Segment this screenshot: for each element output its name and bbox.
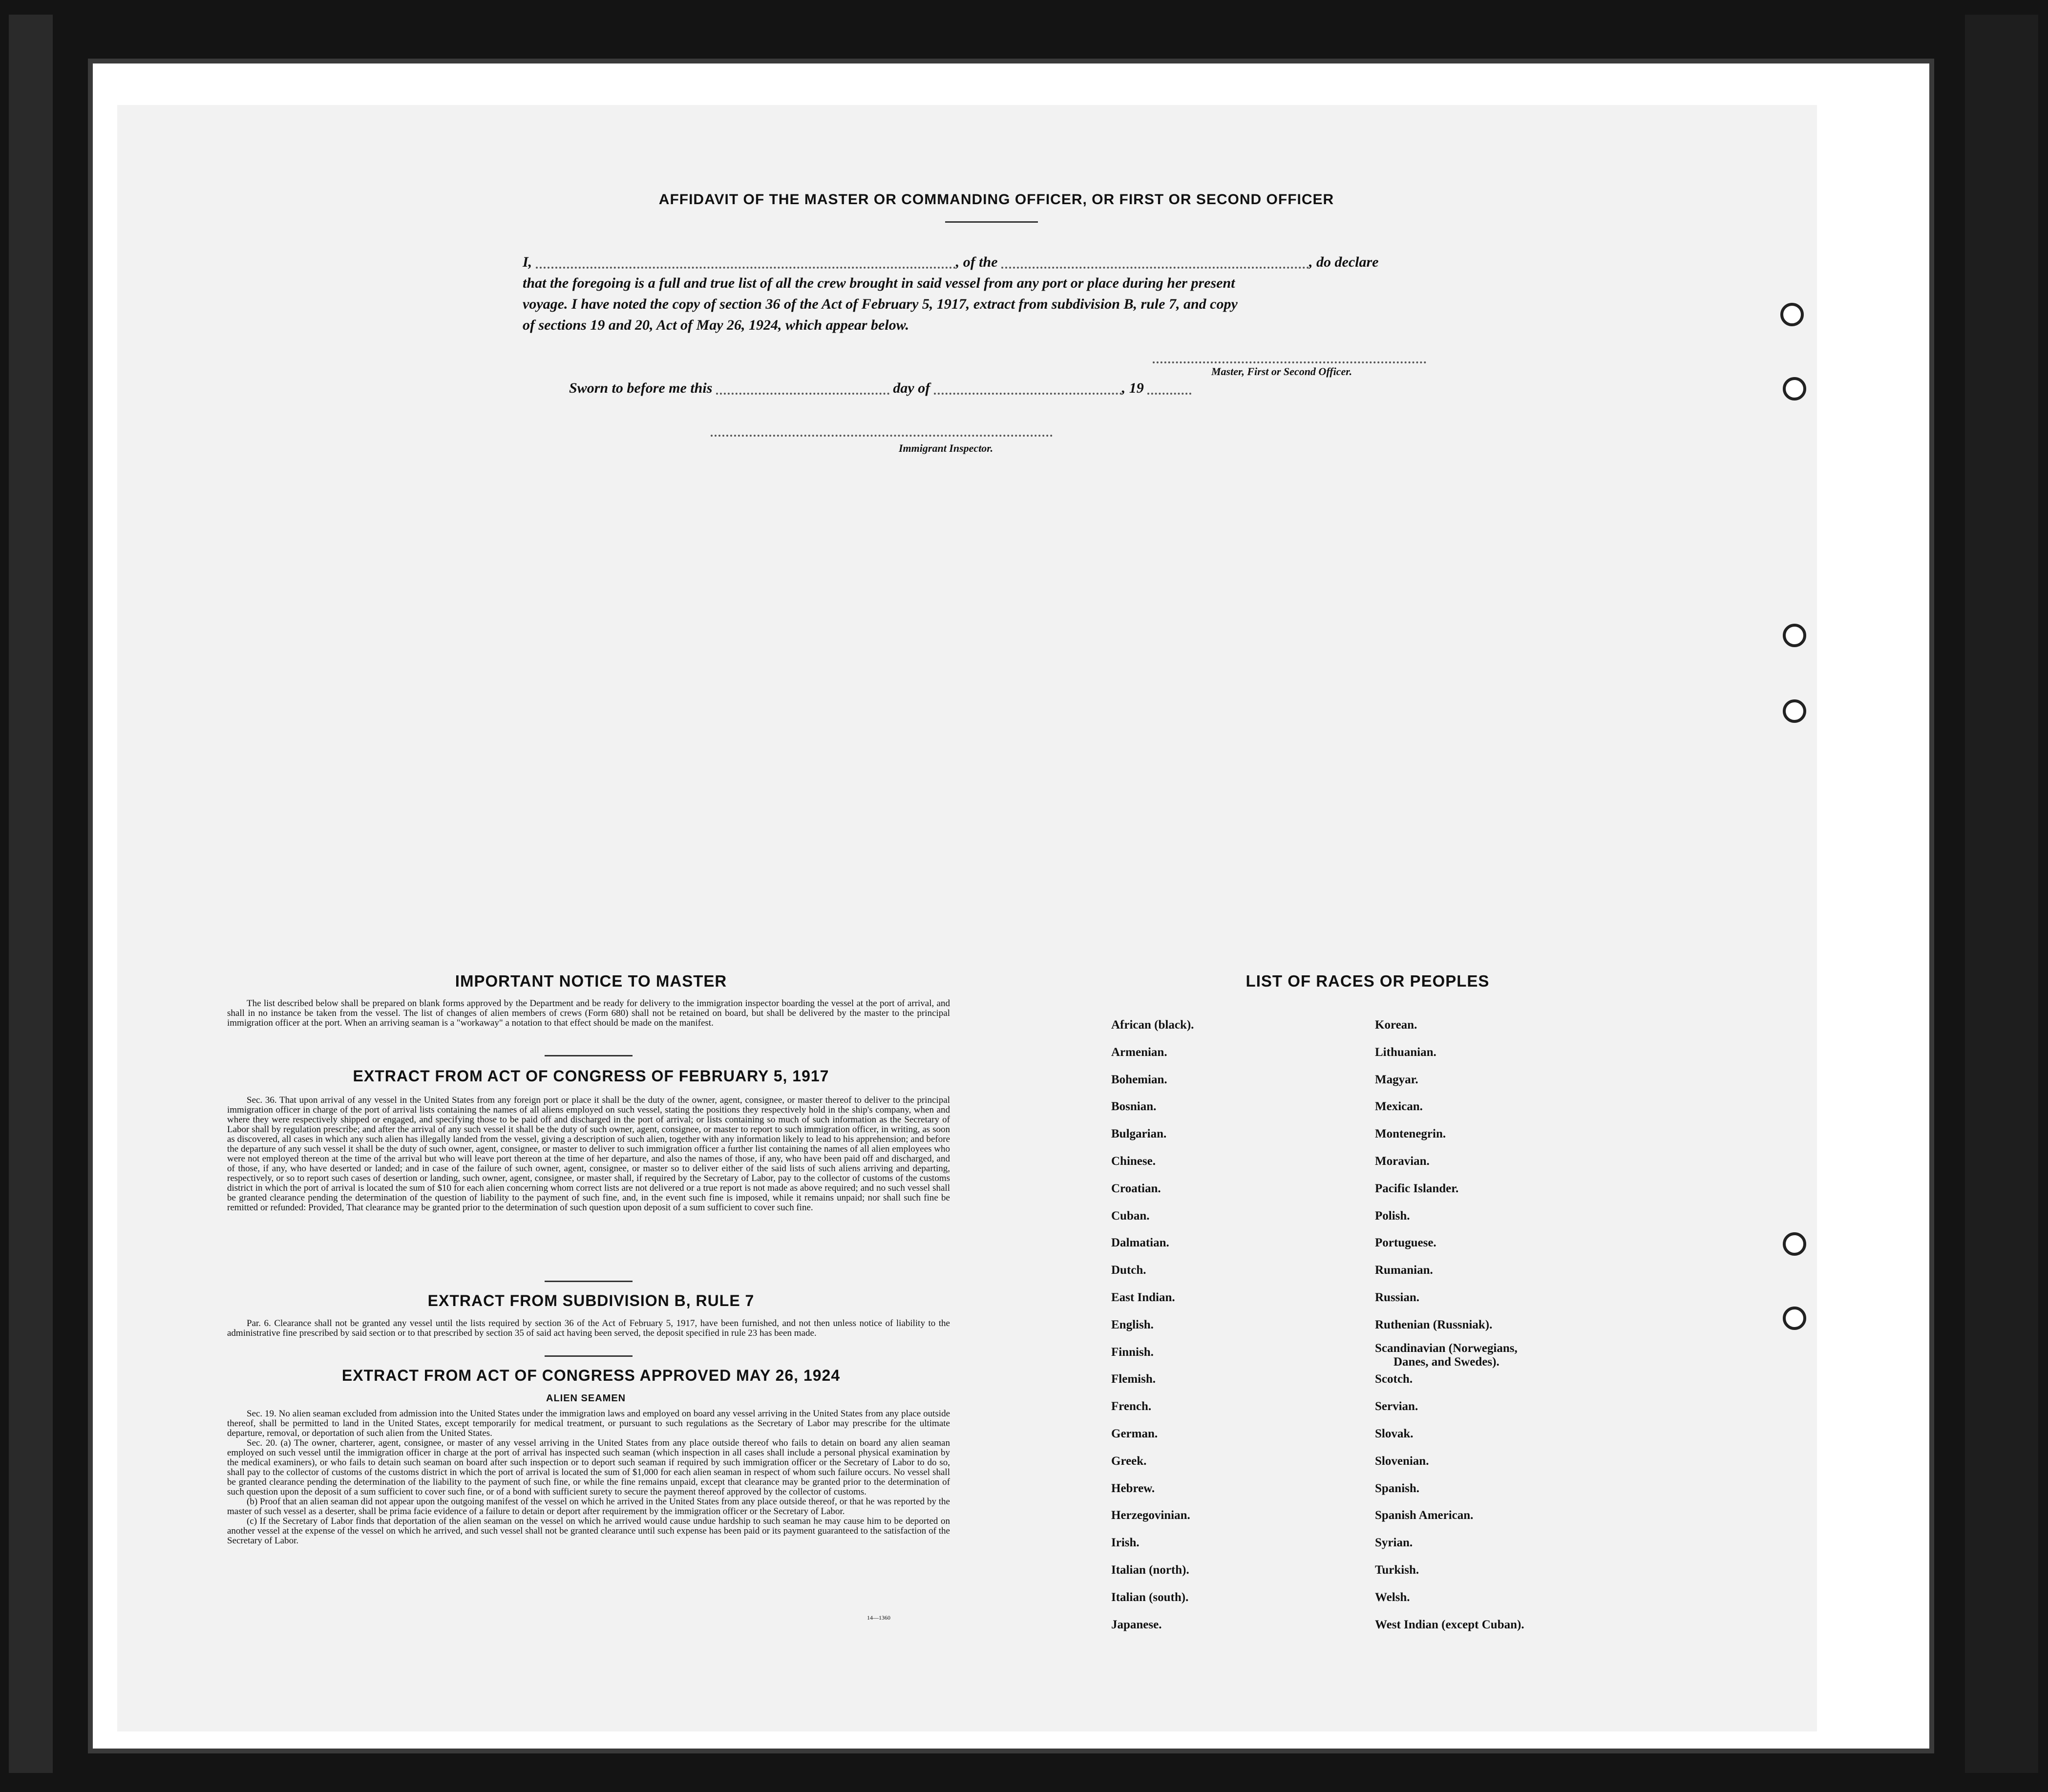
master-signature-label: Master, First or Second Officer. bbox=[1211, 365, 1352, 378]
section-36-text: Sec. 36. That upon arrival of any vessel in the United States from any foreign port or place it shall be the duty of the owner, agent, consignee, or master thereof to deliver to the principal immigration officer in charge of the port of arrival lists containing the names of all aliens employed on such vessel, stating the positions they respectively hold in the ship's company, when and where they were respectively shipped or engaged, and specifying those to be paid off and discharged in the port of arrival; or lists containing so much of such information as the Secretary of Labor shall by regulation prescribe; and after the arrival of any such vessel it shall be the duty of such owner, agent, consignee, or master to report to such immigration officer, in writing, as soon as discovered, all cases in which any such alien has illegally landed from the vessel, giving a description of such alien, together with any information likely to lead to his apprehension; and before the departure of any such vessel it shall be the duty of such owner, agent, consignee, or master to deliver to such immigration officer a further list containing the names of all alien employees who were not employed thereon at the time of the arrival but who will leave port thereon at the time of her departure, and also the names of those, if any, who have been paid off and discharged, and of those, if any, who have deserted or landed; and in case of the failure of such owner, agent, consignee, or master so to deliver either of the said lists of such aliens arriving and departing, respectively, or so to report such cases of desertion or landing, such owner, agent, consignee, or master shall, if required by the Secretary of Labor, pay to the collector of customs of the customs district in which the port of arrival is located the sum of $10 for each alien concerning whom correct lists are not delivered or a true report is not made as above required; and no such vessel shall be granted clearance pending the determination of the question of liability to the payment of such fine, and, in the event such fine is imposed, while it remains unpaid; nor shall such fine be remitted or refunded: Provided, That clearance may be granted prior to the determination of such question upon deposit of a sum sufficient to cover such fine. bbox=[227, 1095, 950, 1213]
extract-1917-body bbox=[227, 1096, 950, 1213]
sworn-year-label: , 19 bbox=[1121, 380, 1144, 396]
extract-1917-title: EXTRACT FROM ACT OF CONGRESS OF FEBRUARY 5, 1917 bbox=[353, 1067, 829, 1085]
sworn-month-field[interactable] bbox=[934, 384, 1122, 395]
affidavit-line-4: of sections 19 and 20, Act of May 26, 1924, which appear below. bbox=[523, 317, 909, 333]
race-item-left: English. bbox=[1111, 1318, 1154, 1331]
race-item-left: East Indian. bbox=[1111, 1291, 1175, 1304]
race-item-left: Flemish. bbox=[1111, 1372, 1156, 1386]
notice-text: The list described below shall be prepared on blank forms approved by the Department and be ready for delivery to the immigration inspector boarding the vessel at the port of arrival, and shall in no instance be taken from the vessel. The list of changes of alien members of crews (Form 680) shall not be retained on board, but shall be delivered by the master to the principal immigration officer at the port. When an arriving seaman is a "workaway" a notation to that effect should be made on the manifest. bbox=[227, 998, 950, 1028]
race-item-left: Chinese. bbox=[1111, 1155, 1156, 1168]
race-item-right: Moravian. bbox=[1375, 1155, 1430, 1168]
race-item-right: Syrian. bbox=[1375, 1536, 1413, 1550]
section-20c-text: (c) If the Secretary of Labor finds that deportation of the alien seaman on the vessel on which he arrived would cause undue hardship to such seaman he may cause him to be deported on another vessel at the expense of the vessel on which he arrived, and such vessel shall not be granted clearance until such expense has been paid or its payment guaranteed to the satisfaction of the Secretary of Labor. bbox=[227, 1516, 950, 1546]
race-item-right: Lithuanian. bbox=[1375, 1045, 1436, 1059]
race-item-left: Dutch. bbox=[1111, 1264, 1146, 1277]
notice-body bbox=[227, 999, 950, 1028]
race-item-right: Welsh. bbox=[1375, 1590, 1410, 1604]
punch-hole-icon bbox=[1783, 377, 1806, 401]
affidavit-of-the: , of the bbox=[955, 254, 998, 270]
extract-1924-body bbox=[227, 1409, 950, 1546]
race-item-right: Scandinavian (Norwegians, bbox=[1375, 1341, 1518, 1355]
race-item-right: Ruthenian (Russniak). bbox=[1375, 1318, 1493, 1331]
section-19-text: Sec. 19. No alien seaman excluded from admission into the United States under the immigration laws and employed on board any vessel arriving in the United States from any place outside thereof, shall be permitted to land in the United States, except temporarily for medical treatment, or pursuant to such regulations as the Secretary of Labor may prescribe for the ultimate departure, removal, or deportation of such alien from the United States. bbox=[227, 1409, 950, 1438]
race-item-left: Greek. bbox=[1111, 1454, 1147, 1468]
race-item-left: Bohemian. bbox=[1111, 1073, 1167, 1086]
race-item-right: Rumanian. bbox=[1375, 1264, 1433, 1277]
race-item-right: Magyar. bbox=[1375, 1073, 1418, 1086]
punch-hole-icon bbox=[1783, 1307, 1806, 1330]
race-item-right: Korean. bbox=[1375, 1018, 1417, 1032]
race-item-left: Finnish. bbox=[1111, 1345, 1154, 1359]
par-6-text: Par. 6. Clearance shall not be granted any vessel until the lists required by section 36 of the Act of February 5, 1917, have been furnished, and not then unless notice of liability to the administrative fine prescribed by said section or to that prescribed by section 35 of said act having been served, the deposit specified in rule 23 has been made. bbox=[227, 1318, 950, 1338]
notice-rule bbox=[545, 1055, 633, 1056]
race-item-right: Slovak. bbox=[1375, 1427, 1414, 1440]
race-item-right: Portuguese. bbox=[1375, 1236, 1436, 1250]
extract-1917-rule bbox=[545, 1281, 633, 1282]
name-field[interactable] bbox=[536, 258, 956, 269]
race-item-left: Bosnian. bbox=[1111, 1100, 1157, 1114]
race-item-left: Italian (north). bbox=[1111, 1563, 1189, 1577]
sworn-prefix: Sworn to before me this bbox=[569, 380, 713, 396]
race-item-right: Pacific Islander. bbox=[1375, 1181, 1459, 1195]
race-item-left: Italian (south). bbox=[1111, 1590, 1189, 1604]
inspector-signature-label: Immigrant Inspector. bbox=[899, 442, 993, 454]
notice-title: IMPORTANT NOTICE TO MASTER bbox=[455, 972, 727, 990]
sworn-day-field[interactable] bbox=[716, 384, 889, 395]
race-item-right: Slovenian. bbox=[1375, 1454, 1429, 1468]
sworn-line bbox=[569, 380, 1191, 397]
form-number: 14—1360 bbox=[867, 1614, 890, 1621]
affidavit-line-2: that the foregoing is a full and true list of all the crew brought in said vessel from any port or place during her present bbox=[523, 275, 1235, 291]
race-item-left: French. bbox=[1111, 1400, 1152, 1413]
alien-seamen-subtitle: ALIEN SEAMEN bbox=[546, 1393, 626, 1404]
punch-hole-icon bbox=[1783, 699, 1806, 723]
race-item-right: West Indian (except Cuban). bbox=[1375, 1618, 1524, 1631]
race-item-right: Turkish. bbox=[1375, 1563, 1419, 1577]
title-rule bbox=[945, 221, 1038, 223]
race-item-left: Dalmatian. bbox=[1111, 1236, 1169, 1250]
affidavit-line-3: voyage. I have noted the copy of section 36 of the Act of February 5, 1917, extract from subdivision B, rule 7, and copy bbox=[523, 296, 1238, 312]
affidavit-i: I, bbox=[523, 254, 532, 270]
binder-edge-left bbox=[9, 15, 53, 1773]
punch-hole-icon bbox=[1783, 1232, 1806, 1256]
sworn-year-field[interactable] bbox=[1147, 384, 1191, 395]
race-item-right: Scotch. bbox=[1375, 1372, 1413, 1386]
race-item-left: German. bbox=[1111, 1427, 1158, 1440]
races-title: LIST OF RACES OR PEOPLES bbox=[1246, 972, 1490, 990]
master-signature-line[interactable] bbox=[1153, 361, 1426, 363]
race-item-left: Bulgarian. bbox=[1111, 1127, 1167, 1141]
inspector-signature-line[interactable] bbox=[711, 435, 1053, 437]
section-20b-text: (b) Proof that an alien seaman did not appear upon the outgoing manifest of the vessel on which he arrived in the United States from any place outside thereof, or that he was reported by the master of such vessel as a deserter, shall be prima facie evidence of a failure to detain or deport after requirement by the immigration officer or the Secretary of Labor. bbox=[227, 1497, 950, 1517]
sworn-day-label: day of bbox=[893, 380, 930, 396]
affidavit-title: AFFIDAVIT OF THE MASTER OR COMMANDING OFFICER, OR FIRST OR SECOND OFFICER bbox=[658, 191, 1334, 208]
vessel-field[interactable] bbox=[1001, 258, 1309, 269]
race-item-right: Spanish American. bbox=[1375, 1509, 1474, 1522]
race-item-right: Servian. bbox=[1375, 1400, 1418, 1413]
section-20a-text: Sec. 20. (a) The owner, charterer, agent, consignee, or master of any vessel arriving in the United States from any place outside thereof who fails to detain on board any alien seaman employed on such vessel until the immigration officer in charge at the port of arrival has inspected such seaman (which inspection in all cases shall include a personal physical examination by the medical examiners), or who fails to detain such seaman on board after such inspection or to deport such seaman if required by such immigration officer or the Secretary of Labor to do so, shall pay to the collector of customs of the customs district in which the port of arrival is located the sum of $1,000 for each alien seaman in respect of whom such failure occurs. No vessel shall be granted clearance pending the determination of the liability to the payment of such fine, or while the fine remains unpaid, except that clearance may be granted prior to the determination of such question upon the deposit of a sum sufficient to cover such fine, or of a bond with sufficient surety to secure the payment thereof approved by the collector of customs. bbox=[227, 1438, 950, 1497]
race-item-left: Herzegovinian. bbox=[1111, 1509, 1190, 1522]
extract-rule7-rule bbox=[545, 1355, 633, 1357]
race-item-left: Cuban. bbox=[1111, 1209, 1150, 1223]
race-item-right: Polish. bbox=[1375, 1209, 1410, 1223]
extract-rule7-body bbox=[227, 1319, 950, 1338]
affidavit-declare: , do declare bbox=[1309, 254, 1379, 270]
punch-hole-icon bbox=[1783, 624, 1806, 647]
race-item-left: Croatian. bbox=[1111, 1181, 1161, 1195]
extract-1924-title: EXTRACT FROM ACT OF CONGRESS APPROVED MAY 26, 1924 bbox=[341, 1367, 841, 1384]
race-item-left: African (black). bbox=[1111, 1018, 1194, 1032]
race-item-left: Armenian. bbox=[1111, 1045, 1167, 1059]
race-item-left: Hebrew. bbox=[1111, 1481, 1155, 1495]
race-item-right: Russian. bbox=[1375, 1291, 1420, 1304]
race-item-left: Irish. bbox=[1111, 1536, 1140, 1550]
race-item-right: Mexican. bbox=[1375, 1100, 1423, 1114]
race-item-right: Spanish. bbox=[1375, 1481, 1420, 1495]
punch-hole-icon bbox=[1780, 303, 1804, 326]
race-item-left: Japanese. bbox=[1111, 1618, 1162, 1631]
extract-rule7-title: EXTRACT FROM SUBDIVISION B, RULE 7 bbox=[427, 1292, 755, 1309]
binder-edge-right bbox=[1965, 15, 2038, 1773]
race-item-continuation: Danes, and Swedes). bbox=[1393, 1355, 1499, 1369]
race-item-right: Montenegrin. bbox=[1375, 1127, 1446, 1141]
affidavit-statement bbox=[523, 252, 1475, 336]
